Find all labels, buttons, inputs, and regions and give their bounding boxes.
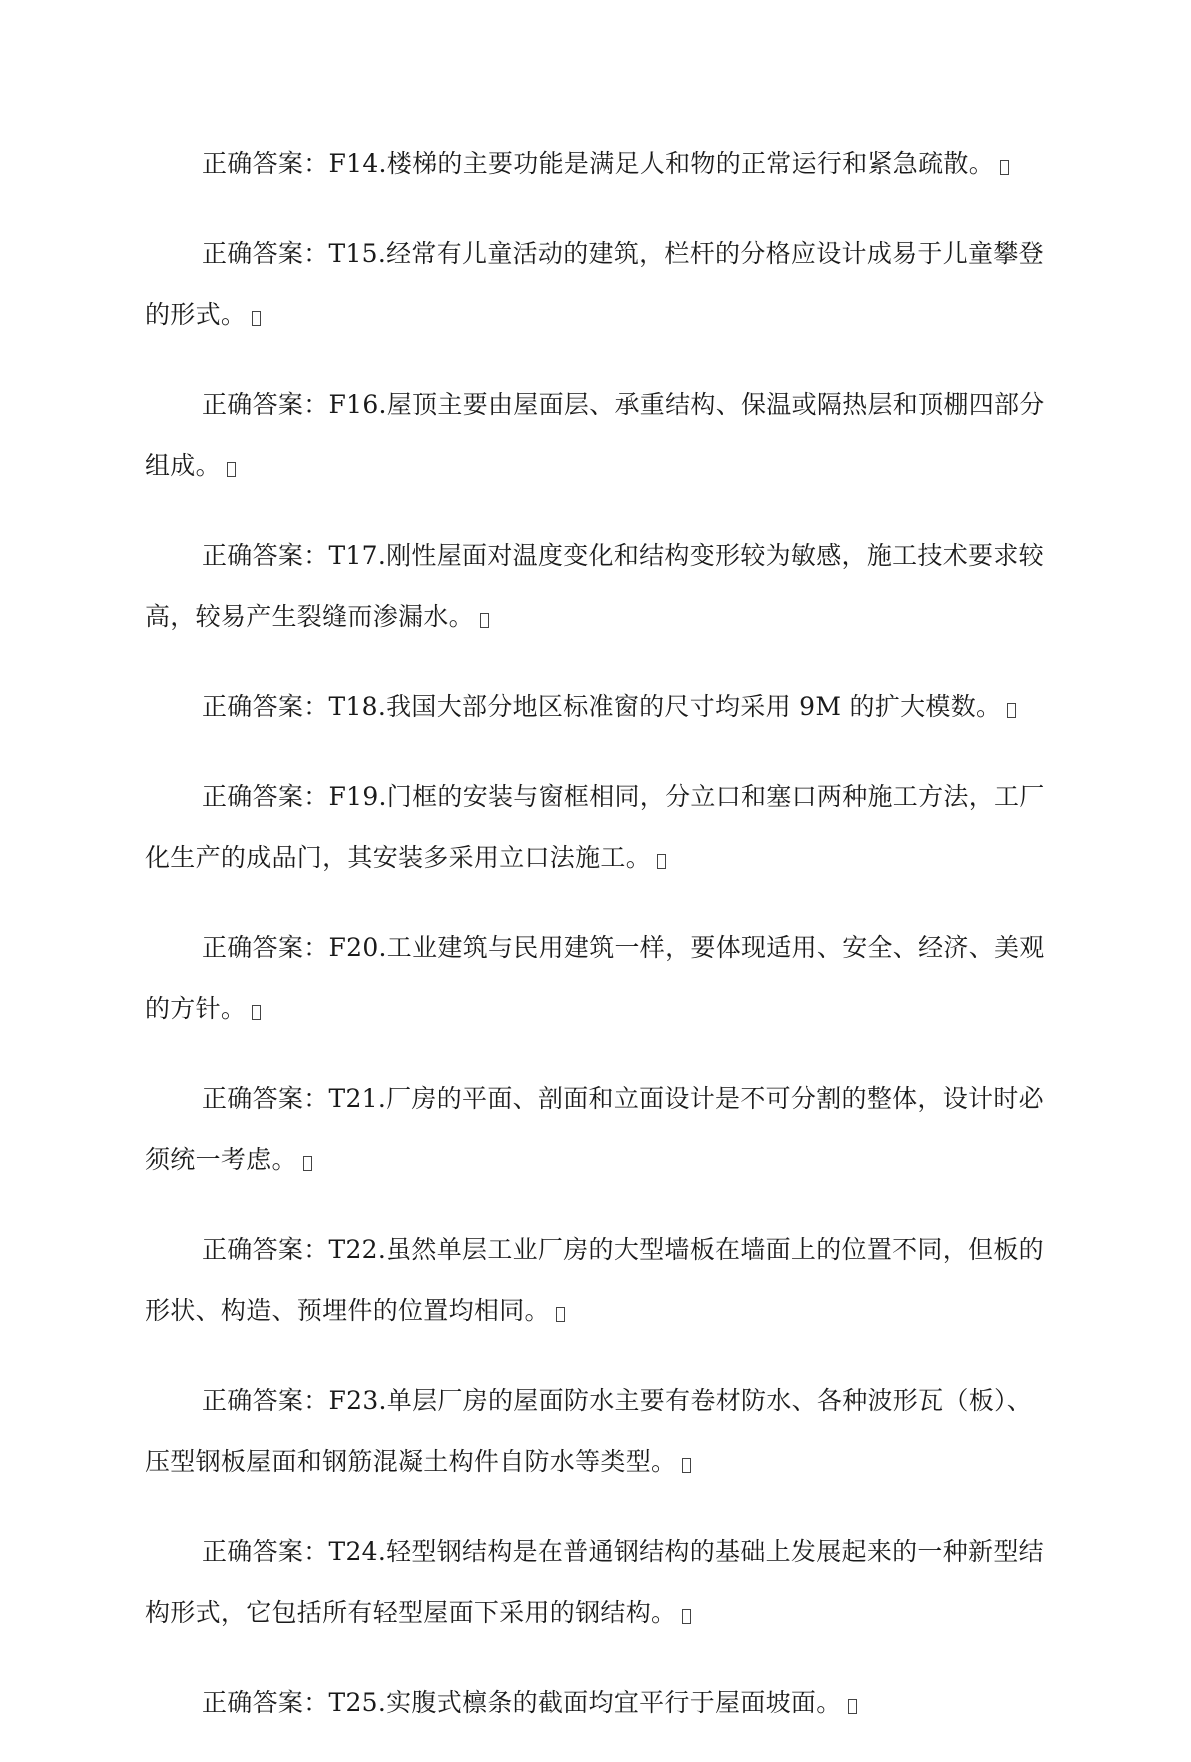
paragraph-text: 正确答案：T15.经常有儿童活动的建筑，栏杆的分格应设计成易于儿童攀登的形式。	[145, 239, 1044, 329]
answer-paragraph-t18	[145, 676, 1045, 737]
missing-glyph-box-icon	[682, 1609, 691, 1624]
missing-glyph-box-icon	[682, 1458, 691, 1473]
paragraph-text: 正确答案：F20.工业建筑与民用建筑一样，要体现适用、安全、经济、美观的方针。	[145, 933, 1045, 1023]
answer-paragraph-t21	[145, 1068, 1045, 1190]
answer-paragraph-t15	[145, 223, 1045, 345]
answer-paragraph-f23	[145, 1370, 1045, 1492]
paragraph-text: 正确答案：T18.我国大部分地区标准窗的尺寸均采用 9M 的扩大模数。	[202, 692, 1002, 721]
paragraph-text: 正确答案：T22.虽然单层工业厂房的大型墙板在墙面上的位置不同，但板的形状、构造、预埋件的位置均相同。	[145, 1235, 1044, 1325]
missing-glyph-box-icon	[848, 1699, 857, 1714]
missing-glyph-box-icon	[556, 1307, 565, 1322]
answer-paragraph-t17	[145, 525, 1045, 647]
paragraph-text: 正确答案：F19.门框的安装与窗框相同，分立口和塞口两种施工方法，工厂化生产的成品门，其安装多采用立口法施工。	[145, 782, 1045, 872]
paragraph-text: 正确答案：T17.刚性屋面对温度变化和结构变形较为敏感，施工技术要求较高，较易产生裂缝而渗漏水。	[145, 541, 1044, 631]
missing-glyph-box-icon	[227, 462, 236, 477]
answer-paragraph-f14	[145, 133, 1045, 194]
document-body	[145, 133, 1045, 1762]
answer-paragraph-t25	[145, 1672, 1045, 1733]
missing-glyph-box-icon	[1007, 703, 1016, 718]
paragraph-text: 正确答案：T21.厂房的平面、剖面和立面设计是不可分割的整体，设计时必须统一考虑。	[145, 1084, 1044, 1174]
paragraph-text: 正确答案：F16.屋顶主要由屋面层、承重结构、保温或隔热层和顶棚四部分组成。	[145, 390, 1045, 480]
missing-glyph-box-icon	[252, 311, 261, 326]
paragraph-text: 正确答案：F14.楼梯的主要功能是满足人和物的正常运行和紧急疏散。	[202, 149, 995, 178]
missing-glyph-box-icon	[657, 854, 666, 869]
paragraph-text: 正确答案：T25.实腹式檩条的截面均宜平行于屋面坡面。	[202, 1688, 842, 1717]
missing-glyph-box-icon	[480, 613, 489, 628]
missing-glyph-box-icon	[252, 1005, 261, 1020]
missing-glyph-box-icon	[1000, 160, 1009, 175]
answer-paragraph-f16	[145, 374, 1045, 496]
answer-paragraph-t22	[145, 1219, 1045, 1341]
answer-paragraph-f20	[145, 917, 1045, 1039]
missing-glyph-box-icon	[303, 1156, 312, 1171]
paragraph-text: 正确答案：F23.单层厂房的屋面防水主要有卷材防水、各种波形瓦（板）、压型钢板屋面和钢筋混凝土构件自防水等类型。	[145, 1386, 1033, 1476]
answer-paragraph-t24	[145, 1521, 1045, 1643]
answer-paragraph-f19	[145, 766, 1045, 888]
paragraph-text: 正确答案：T24.轻型钢结构是在普通钢结构的基础上发展起来的一种新型结构形式，它包括所有轻型屋面下采用的钢结构。	[145, 1537, 1044, 1627]
